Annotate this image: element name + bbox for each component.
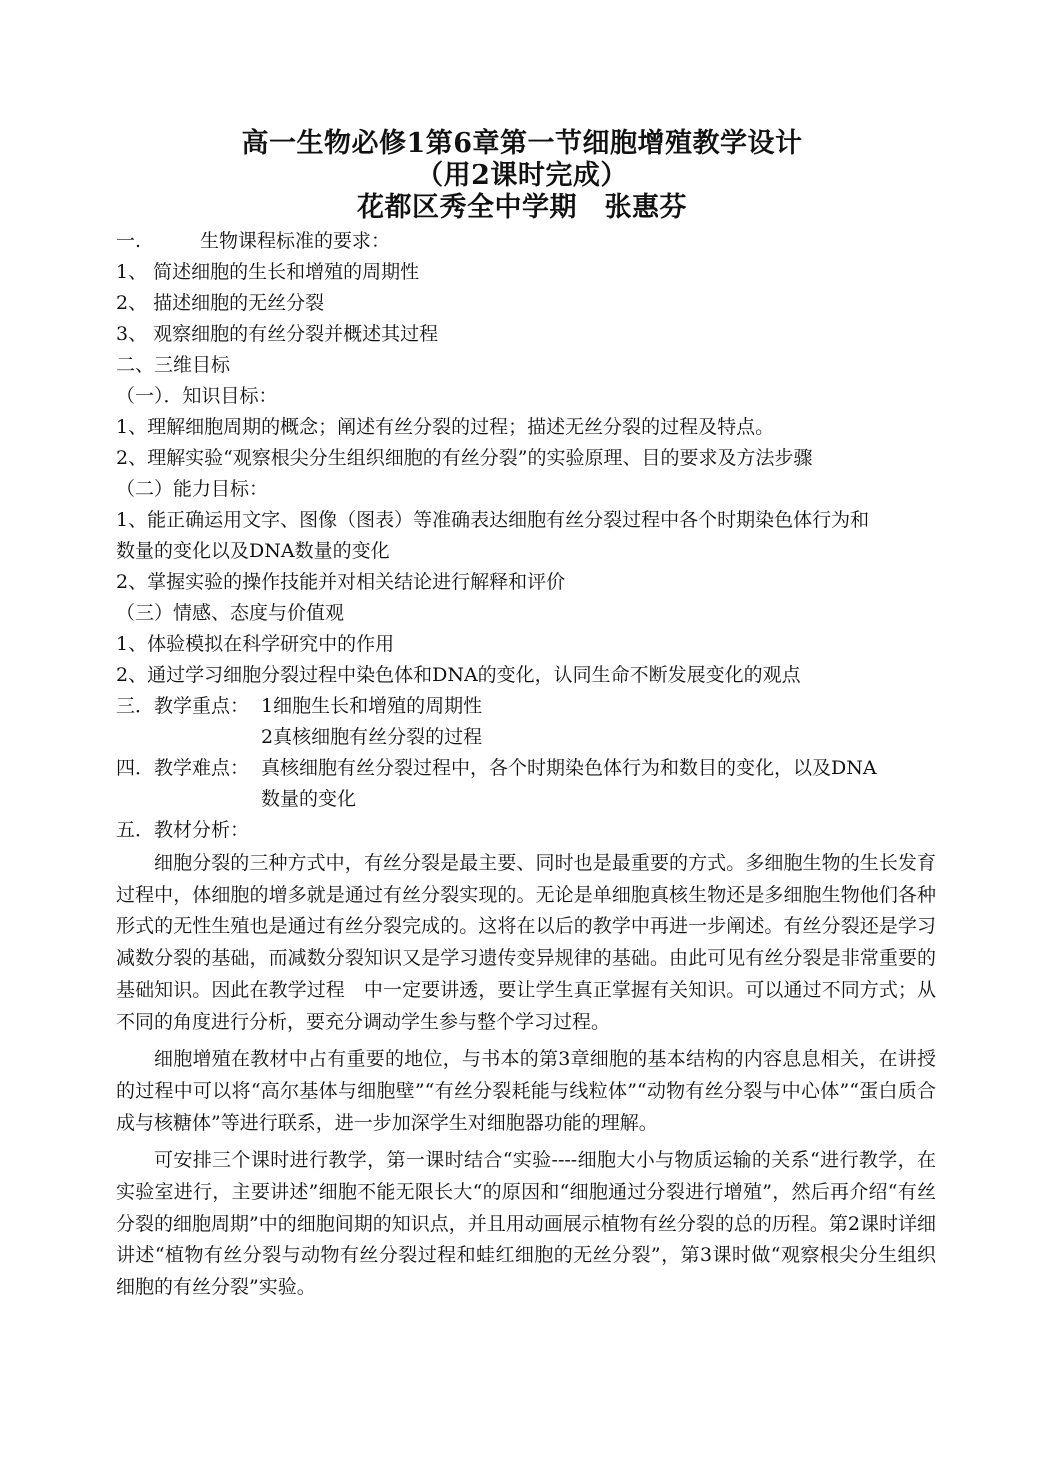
list-item: 1、体验模拟在科学研究中的作用 bbox=[116, 633, 395, 655]
difficulty-text-cont: 数量的变化 bbox=[261, 788, 357, 810]
list-item: 3、 观察细胞的有丝分裂并概述其过程 bbox=[116, 323, 439, 345]
list-item: 2、通过学习细胞分裂过程中染色体和DNA的变化，认同生命不断发展变化的观点 bbox=[116, 664, 801, 686]
section3-label: 三．教学重点： bbox=[116, 695, 250, 717]
section1-number: 一. bbox=[116, 230, 142, 252]
key-point: 2真核细胞有丝分裂的过程 bbox=[261, 726, 483, 748]
paragraph: 细胞增殖在教材中占有重要的地位，与书本的第3章细胞的基本结构的内容息息相关，在讲授的过程中可以将“高尔基体与细胞壁”“有丝分裂耗能与线粒体”“动物有丝分裂与中心体”“蛋白质合成与核糖体”等进行联系，进一步加深学生对细胞器功能的理解。 bbox=[116, 1048, 936, 1134]
difficulty-text: 真核细胞有丝分裂过程中，各个时期染色体行为和数目的变化，以及DNA bbox=[261, 757, 877, 779]
subsection-heading: （三）情感、态度与价值观 bbox=[116, 602, 345, 624]
list-item: 2、掌握实验的操作技能并对相关结论进行解释和评价 bbox=[116, 571, 566, 593]
section1-heading bbox=[116, 226, 936, 257]
document-body bbox=[116, 226, 936, 1310]
page-title: 高一生物必修1第6章第一节细胞增殖教学设计 bbox=[241, 128, 803, 159]
section4-label: 四．教学难点： bbox=[116, 757, 250, 779]
list-item: 1、 简述细胞的生长和增殖的周期性 bbox=[116, 261, 420, 283]
author-line: 花都区秀全中学期 张惠芬 bbox=[357, 192, 687, 223]
section5-heading: 五．教材分析： bbox=[116, 819, 250, 841]
page-subtitle: （用2课时完成） bbox=[416, 160, 628, 191]
section3-key-points bbox=[116, 691, 936, 722]
section2-heading: 二、三维目标 bbox=[116, 354, 231, 376]
subsection-heading: （一）．知识目标： bbox=[116, 385, 278, 407]
title-block bbox=[0, 128, 1044, 224]
list-item: 1、能正确运用文字、图像（图表）等准确表达细胞有丝分裂过程中各个时期染色体行为和 bbox=[116, 509, 870, 531]
list-item: 数量的变化以及DNA数量的变化 bbox=[116, 540, 390, 562]
list-item: 2、理解实验“观察根尖分生组织细胞的有丝分裂”的实验原理、目的要求及方法步骤 bbox=[116, 447, 813, 469]
list-item: 1、理解细胞周期的概念；阐述有丝分裂的过程；描述无丝分裂的过程及特点。 bbox=[116, 416, 775, 438]
paragraph: 细胞分裂的三种方式中，有丝分裂是最主要、同时也是最重要的方式。多细胞生物的生长发育过程中，体细胞的增多就是通过有丝分裂实现的。无论是单细胞真核生物还是多细胞生物他们各种形式的无性生殖也是通过有丝分裂完成的。这将在以后的教学中再进一步阐述。有丝分裂还是学习减数分裂的基础，而减数分裂知识又是学习遗传变异规律的基础。由此可见有丝分裂是非常重要的基础知识。因此在教学过程 中一定要讲透，要让学生真正掌握有关知识。可以通过不同方式；从不同的角度进行分析，要充分调动学生参与整个学习过程。 bbox=[116, 852, 936, 1033]
paragraph: 可安排三个课时进行教学，第一课时结合“实验----细胞大小与物质运输的关系“进行教学，在实验室进行，主要讲述”细胞不能无限长大“的原因和“细胞通过分裂进行增殖”，然后再介绍“有丝分裂的细胞周期”中的细胞间期的知识点，并且用动画展示植物有丝分裂的总的历程。第2课时详细讲述“植物有丝分裂与动物有丝分裂过程和蛙红细胞的无丝分裂”，第3课时做“观察根尖分生组织细胞的有丝分裂”实验。 bbox=[116, 1149, 936, 1299]
section1-title: 生物课程标准的要求： bbox=[200, 230, 391, 252]
section4-difficulties bbox=[116, 753, 936, 784]
key-point: 1细胞生长和增殖的周期性 bbox=[261, 695, 483, 717]
subsection-heading: （二）能力目标： bbox=[116, 478, 269, 500]
list-item: 2、 描述细胞的无丝分裂 bbox=[116, 292, 325, 314]
